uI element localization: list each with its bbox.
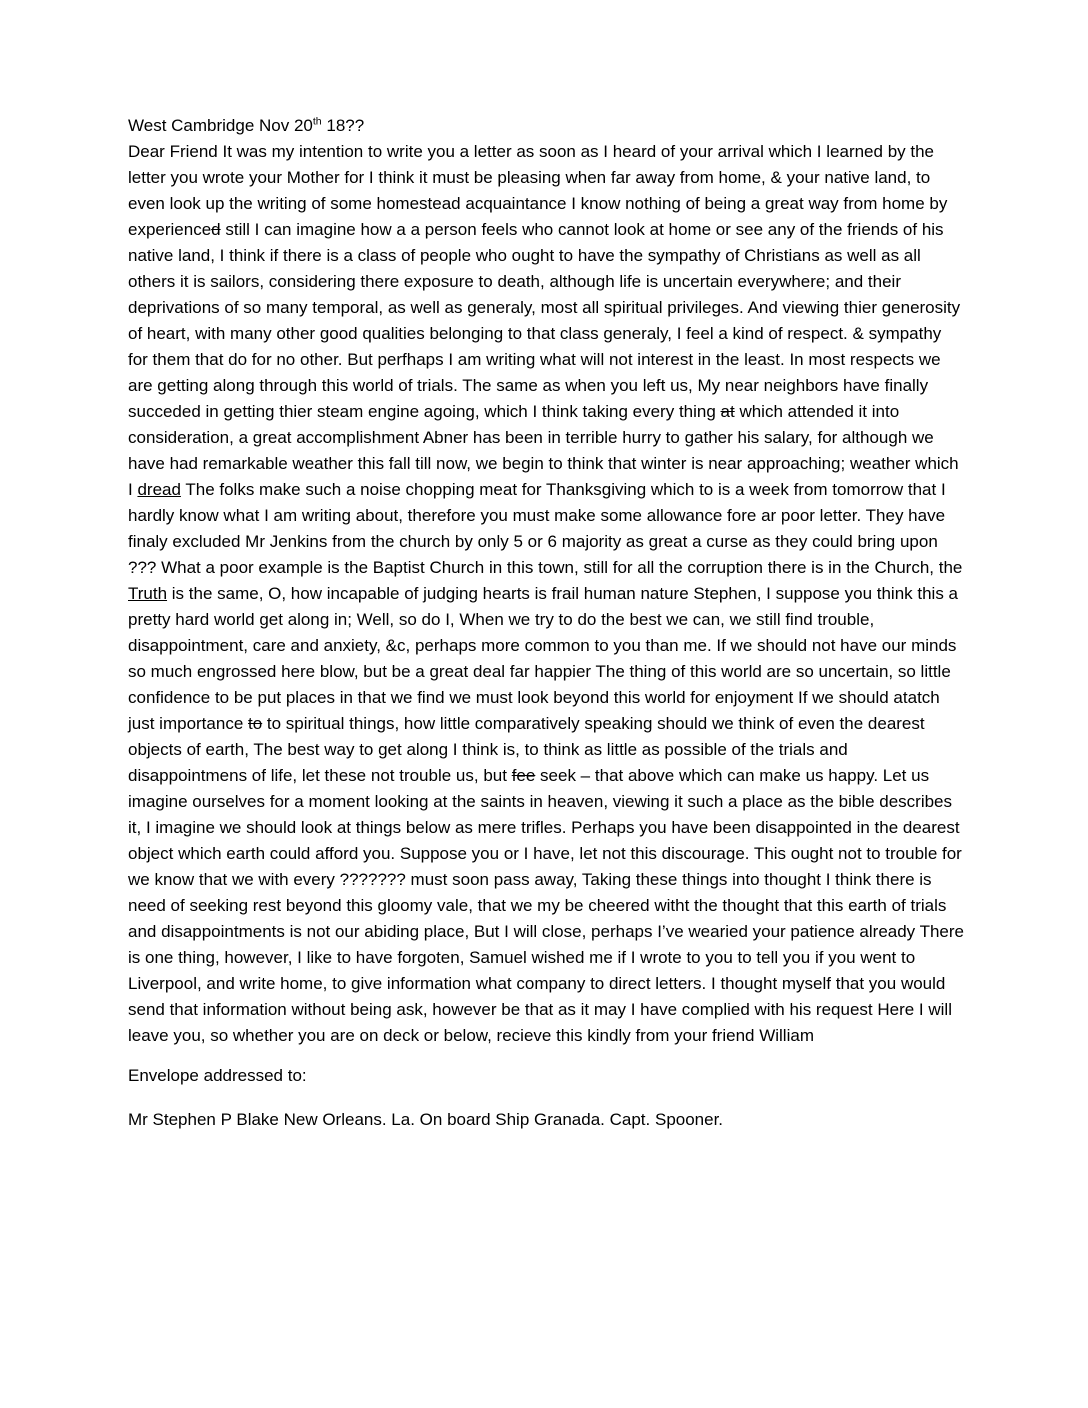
text-run: seek – that above which can make us happy. Let us imagine ourselves for a moment looking at the saints in heaven, viewing it such a place as the bible describes it, I imagine we should look at things below as mere trifles. Perhaps you have been disappointed in the dearest object which earth could afford you. Suppose you or I have, let not this discourage. This ought not to trouble for we know that we with every ??????? must soon pass away, Taking these things into thought I think there is need of seeking rest beyond this gloomy vale, that we my be cheered witht the thought that this earth of trials and disappointments is not our abiding place, But I will close, perhaps I’ve wearied your patience already There is one thing, however, I like to have forgoten, Samuel wished me if I wrote to you to tell you if you went to Liverpool, and write home, to give information what company to direct letters. I thought myself that you would send that information without being ask, however be that as it may I have complied with his request Here I will leave you, so whether you are on deck or below, recieve this kindly from your friend William [128, 766, 965, 1045]
envelope-address: Mr Stephen P Blake New Orleans. La. On board Ship Granada. Capt. Spooner. [128, 1110, 724, 1129]
text-run: to spiritual things, how little comparatively speaking should we think of even the dearest objects of earth, The best way to get along I think is, to think as little as possible of the trials and disappointmens of life, let these not trouble us, but [128, 714, 925, 785]
text-run-strike: d [211, 220, 221, 239]
text-run-strike: fee [511, 766, 536, 785]
text-run-superscript: th [312, 115, 322, 128]
text-run: is the same, O, how incapable of judging hearts is frail human nature Stephen, I suppose you think this a pretty hard world get along in; Well, so do I, When we try to do the best we can, we still find trouble, disappointment, care and anxiety, &c, perhaps more common to you than me. If we should not have our minds so much engrossed here blow, but be a great deal far happier The thing of this world are so uncertain, so little confidence to be put places in that we find we must look beyond this world for enjoyment If we should atatch just importance [128, 584, 959, 733]
text-run-strike: at [720, 402, 735, 421]
text-run: The folks make such a noise chopping meat for Thanksgiving which to is a week from tomorrow that I hardly know what I am writing about, therefore you must make some allowance fore ar poor letter. They have finaly excluded Mr Jenkins from the church by only 5 or 6 majority as great a curse as they could bring upon ??? What a poor example is the Baptist Church in this town, still for all the corruption there is in the Church, the [128, 480, 963, 577]
text-run-underline: dread [137, 480, 181, 499]
text-run: West Cambridge Nov 20 [128, 116, 313, 135]
letter-dateline [128, 113, 964, 139]
letter-text-block [128, 113, 964, 1133]
envelope-label: Envelope addressed to: [128, 1066, 307, 1085]
text-run: which attended it into consideration, a great accomplishment Abner has been in terrible hurry to gather his salary, for although we have had remarkable weather this fall till now, we begin to think that winter is near approaching; weather which I [128, 402, 959, 499]
letter-body [128, 139, 964, 1049]
text-run: Dear Friend It was my intention to write you a letter as soon as I heard of your arrival which I learned by the letter you wrote your Mother for I think it must be pleasing when far away from home, & your native land, to even look up the writing of some homestead acquaintance I know nothing of being a great way from home by experience [128, 142, 948, 239]
text-run-strike: to [248, 714, 263, 733]
text-run: 18?? [321, 116, 365, 135]
text-run: still I can imagine how a a person feels who cannot look at home or see any of the friends of his native land, I think if there is a class of people who ought to have the sympathy of Christians as well as all others it is sailors, considering there exposure to death, although life is uncertain everywhere; and their deprivations of so many temporal, as well as generaly, most all spiritual privileges. And viewing thier generosity of heart, with many other good qualities belonging to that class generaly, I feel a kind of respect. & sympathy for them that do for no other. But perfhaps I am writing what will not interest in the least. In most respects we are getting along through this world of trials. The same as when you left us, My near neighbors have finally succeded in getting thier steam engine agoing, which I think taking every thing [128, 220, 961, 421]
text-run-underline: Truth [128, 584, 168, 603]
